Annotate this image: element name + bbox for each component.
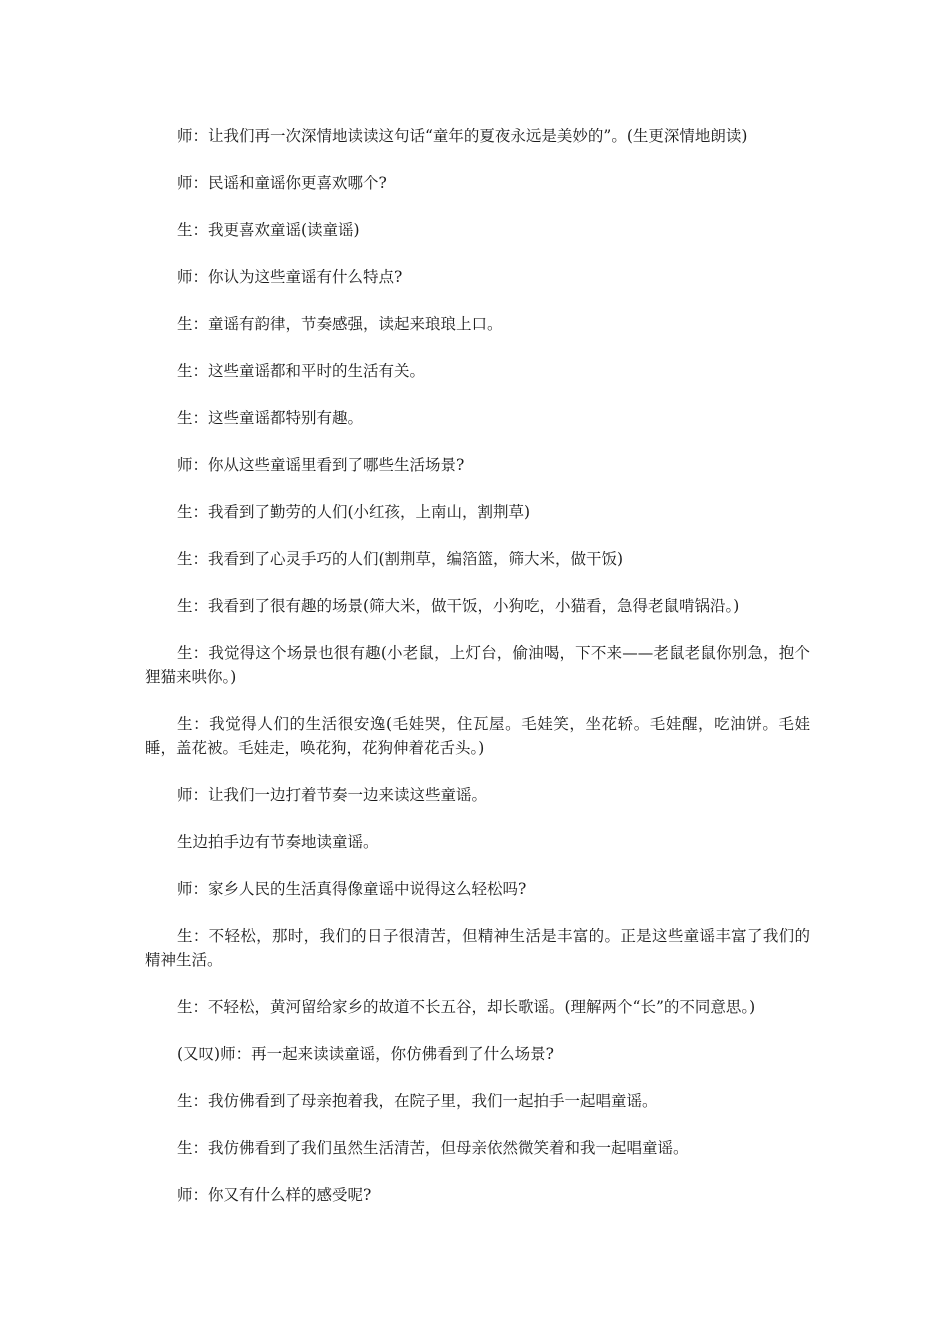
paragraph: (又叹)师：再一起来读读童谣，你仿佛看到了什么场景? bbox=[177, 1045, 554, 1063]
paragraph: 师：你从这些童谣里看到了哪些生活场景? bbox=[177, 456, 465, 474]
paragraph: 生：不轻松，那时，我们的日子很清苦，但精神生活是丰富的。正是这些童谣丰富了我们的精神生活。 bbox=[145, 927, 810, 969]
paragraph: 生：我觉得这个场景也很有趣(小老鼠，上灯台，偷油喝，下不来——老鼠老鼠你别急，抱个狸猫来哄你。) bbox=[145, 644, 810, 686]
paragraph: 生：我仿佛看到了母亲抱着我，在院子里，我们一起拍手一起唱童谣。 bbox=[177, 1092, 658, 1110]
paragraph: 生：我看到了很有趣的场景(筛大米，做干饭，小狗吃，小猫看，急得老鼠啃锅沿。) bbox=[177, 597, 740, 615]
paragraph: 生：我觉得人们的生活很安逸(毛娃哭，住瓦屋。毛娃笑，坐花轿。毛娃醒，吃油饼。毛娃睡，盖花被。毛娃走，唤花狗，花狗伸着花舌头。) bbox=[145, 715, 810, 757]
paragraph: 师：家乡人民的生活真得像童谣中说得这么轻松吗? bbox=[177, 880, 527, 898]
paragraph: 生：我仿佛看到了我们虽然生活清苦，但母亲依然微笑着和我一起唱童谣。 bbox=[177, 1139, 689, 1157]
paragraph: 师：让我们一边打着节奏一边来读这些童谣。 bbox=[177, 786, 488, 804]
paragraph: 生：我看到了勤劳的人们(小红孩，上南山，割荆草) bbox=[177, 503, 531, 521]
paragraph: 生：这些童谣都特别有趣。 bbox=[177, 409, 364, 427]
paragraph: 生：不轻松，黄河留给家乡的故道不长五谷，却长歌谣。(理解两个“长”的不同意思。) bbox=[177, 998, 756, 1016]
paragraph: 师：民谣和童谣你更喜欢哪个? bbox=[177, 174, 387, 192]
paragraph: 生：童谣有韵律，节奏感强，读起来琅琅上口。 bbox=[177, 315, 503, 333]
paragraph: 生边拍手边有节奏地读童谣。 bbox=[177, 833, 379, 851]
document-body bbox=[145, 124, 810, 1230]
paragraph: 生：我看到了心灵手巧的人们(割荆草，编箔篮，筛大米，做干饭) bbox=[177, 550, 624, 568]
paragraph: 师：让我们再一次深情地读读这句话“童年的夏夜永远是美妙的”。(生更深情地朗读) bbox=[177, 127, 748, 145]
paragraph: 师：你认为这些童谣有什么特点? bbox=[177, 268, 403, 286]
paragraph: 师：你又有什么样的感受呢? bbox=[177, 1186, 372, 1204]
paragraph: 生：我更喜欢童谣(读童谣) bbox=[177, 221, 360, 239]
paragraph: 生：这些童谣都和平时的生活有关。 bbox=[177, 362, 426, 380]
